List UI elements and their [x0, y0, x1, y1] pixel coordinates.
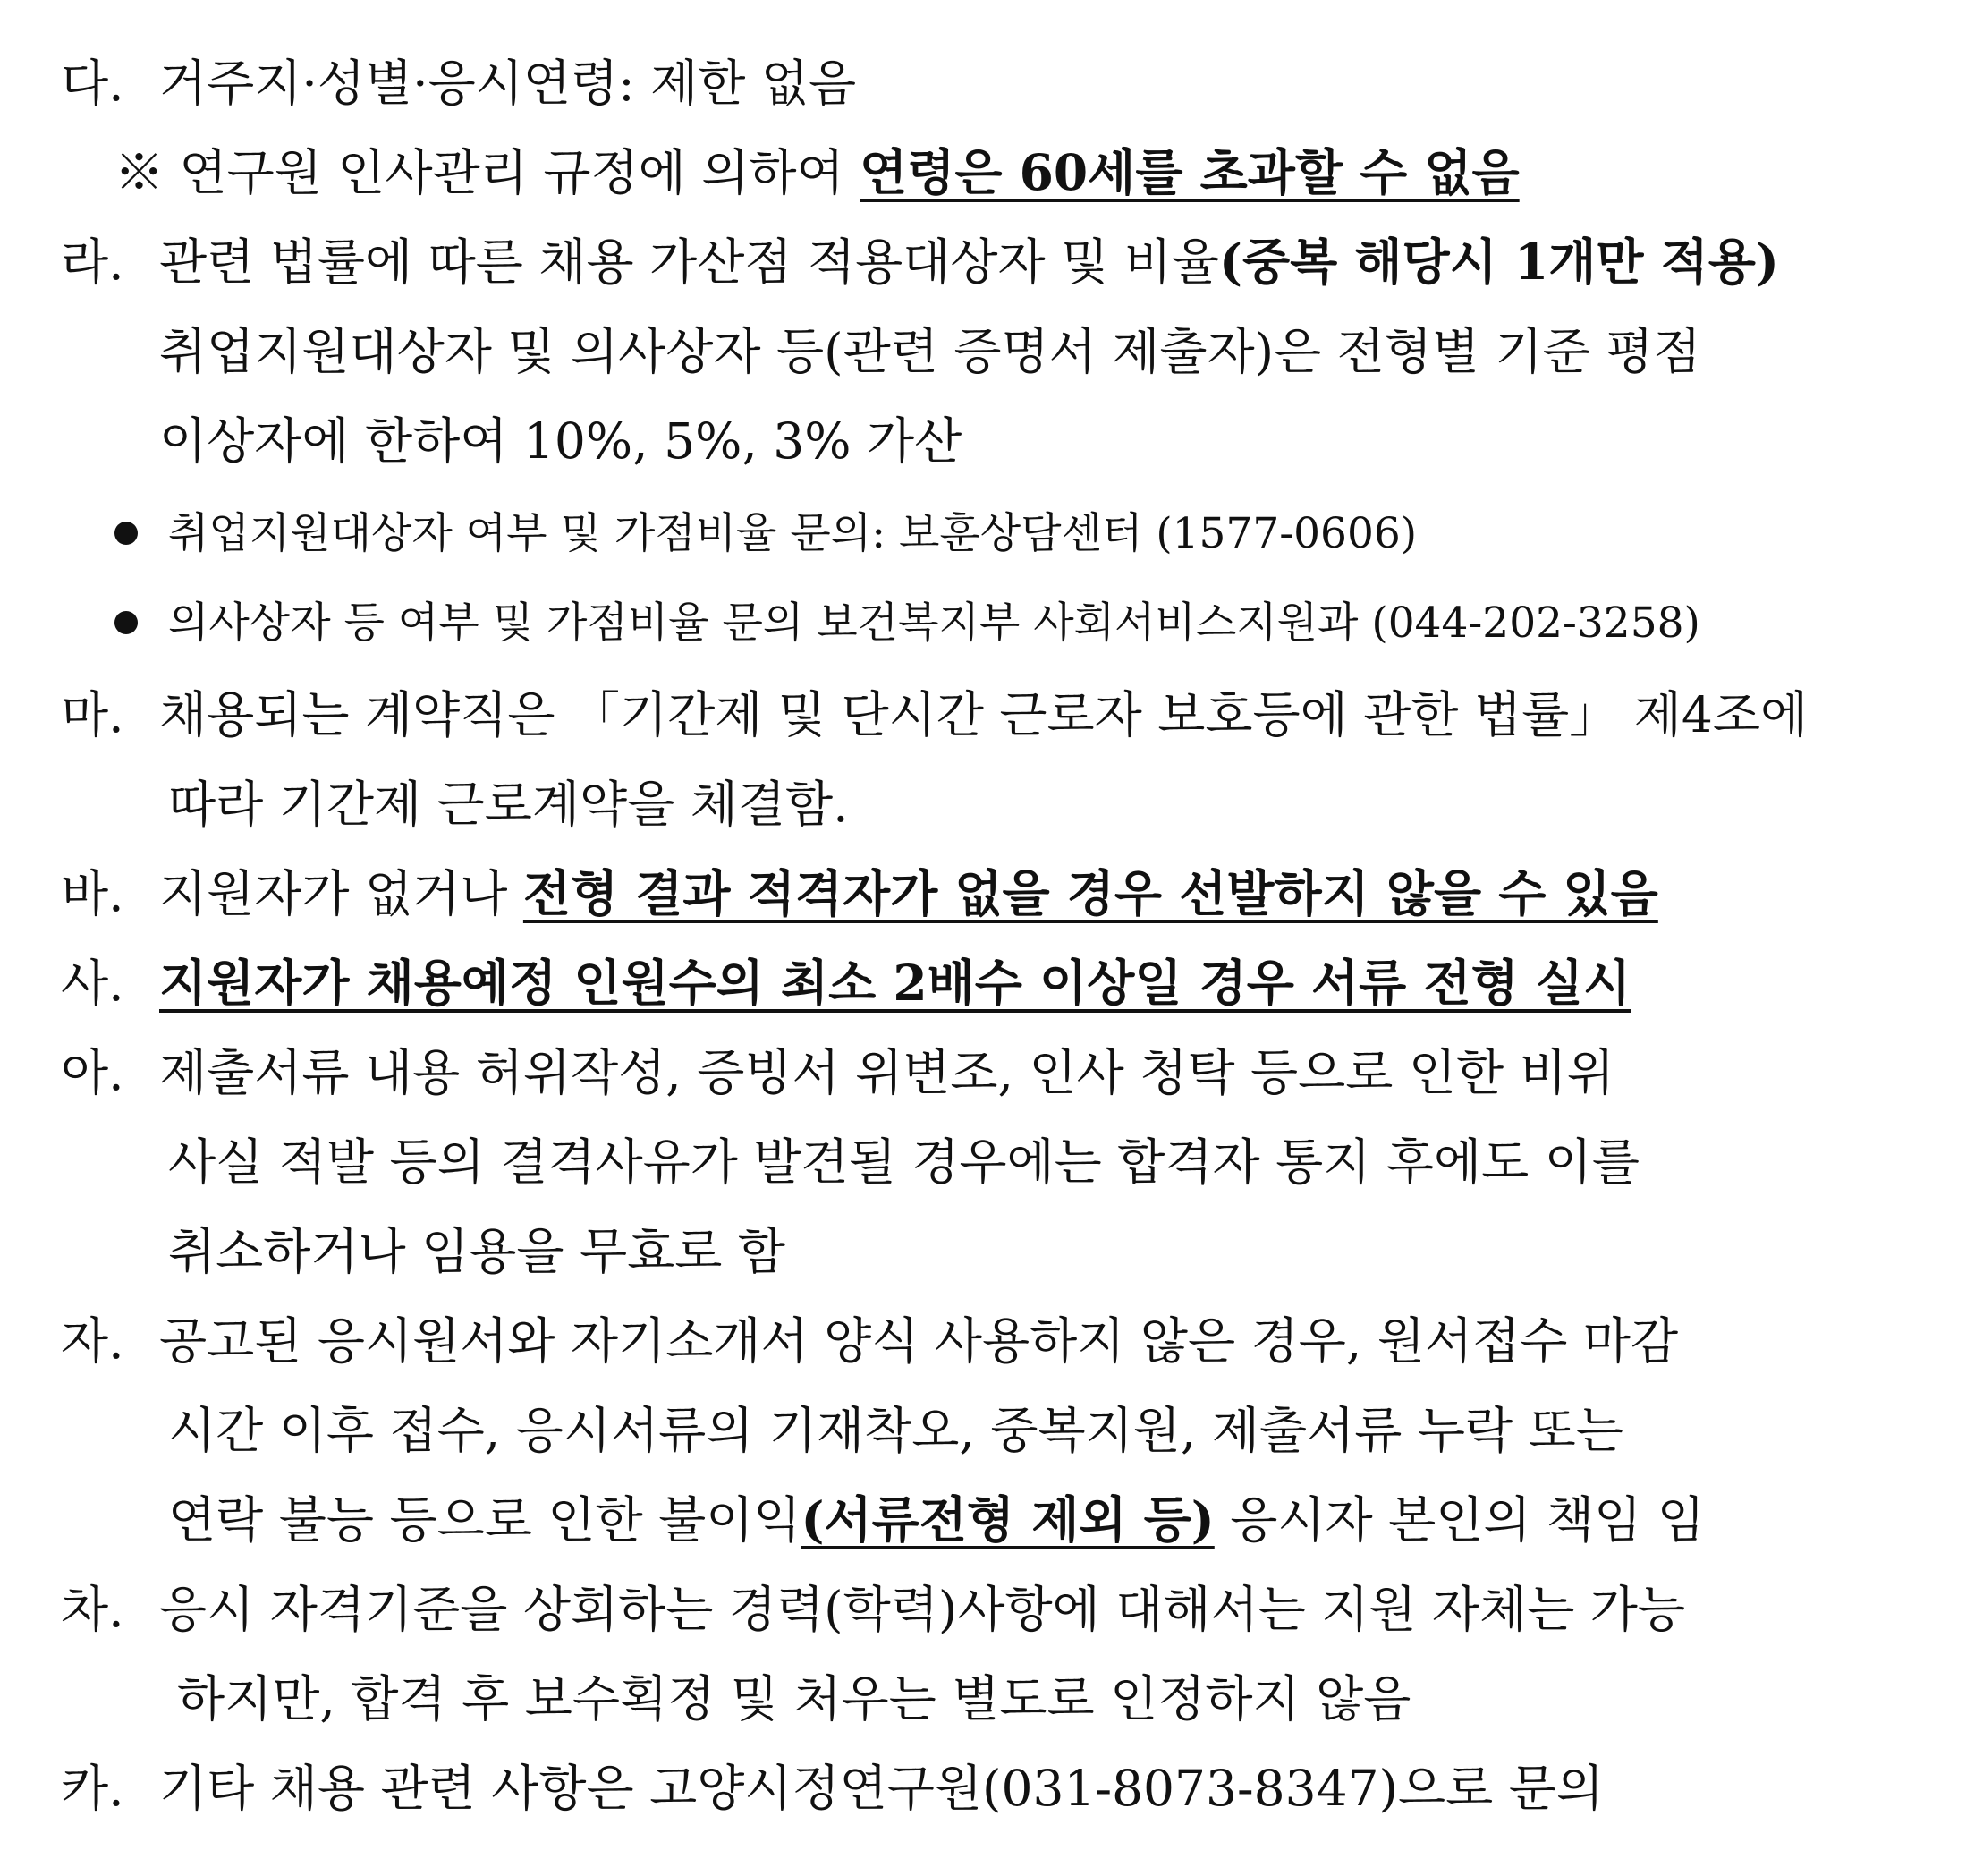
- bullet-item: [114, 503, 1417, 565]
- item-ra-line3: [159, 410, 962, 472]
- age-note: [114, 141, 1520, 204]
- item-a: [61, 1041, 1614, 1104]
- item-emphasis: 전형 결과 적격자가 없을 경우 선발하지 않을 수 있음: [522, 864, 1658, 922]
- item-mark: 마.: [61, 686, 124, 743]
- item-mark: 사.: [61, 955, 124, 1012]
- bullet-text: 취업지원대상자 여부 및 가점비율 문의: 보훈상담센터 (1577-0606): [168, 509, 1418, 558]
- item-mark: 아.: [61, 1044, 124, 1101]
- item-ka: [61, 1757, 1604, 1820]
- item-ma: [61, 683, 1808, 746]
- item-emphasis: (중복 해당시 1개만 적용): [1218, 233, 1779, 291]
- item-text: 응시자 본인의 책임 임: [1214, 1491, 1705, 1549]
- item-ra: [61, 231, 1779, 293]
- item-mark: 카.: [61, 1760, 124, 1817]
- item-text: 취소하거나 임용을 무효로 함: [168, 1223, 786, 1280]
- item-a-line3: [168, 1220, 785, 1283]
- item-text: 지원자가 없거나: [159, 865, 523, 922]
- item-emphasis: 지원자가 채용예정 인원수의 최소 2배수 이상일 경우 서류 전형 실시: [159, 954, 1631, 1012]
- item-sa: [61, 952, 1631, 1014]
- item-cha: [61, 1578, 1685, 1641]
- item-mark: 라.: [61, 233, 124, 291]
- item-text: 관련 법률에 따른 채용 가산점 적용대상자 및 비율: [159, 233, 1219, 291]
- item-ra-line2: [159, 320, 1701, 383]
- item-a-line2: [168, 1131, 1640, 1193]
- item-text: 시간 이후 접수, 응시서류의 기재착오, 중복지원, 제출서류 누락 또는: [168, 1402, 1623, 1459]
- item-text: 공고된 응시원서와 자기소개서 양식 사용하지 않은 경우, 원서접수 마감: [159, 1312, 1679, 1370]
- bullet-icon: [114, 522, 138, 545]
- item-text: 제출서류 내용 허위작성, 증빙서 위변조, 인사 청탁 등으로 인한 비위: [159, 1044, 1614, 1101]
- item-text: 취업지원대상자 및 의사상자 등(관련 증명서 제출자)은 전형별 기준 평점: [159, 323, 1701, 380]
- item-cha-line2: [177, 1668, 1411, 1730]
- bullet-icon: [114, 611, 138, 634]
- note-text: ※ 연구원 인사관리 규정에 의하여: [114, 144, 860, 201]
- item-text: 연락 불능 등으로 인한 불이익: [168, 1491, 801, 1549]
- item-ja: [61, 1310, 1678, 1372]
- item-mark: 자.: [61, 1312, 124, 1370]
- item-text: 하지만, 합격 후 보수획정 및 처우는 별도로 인정하지 않음: [177, 1670, 1411, 1727]
- bullet-text: 의사상자 등 여부 및 가점비율 문의 보건복지부 사회서비스지원과 (044-202-3258): [168, 598, 1700, 648]
- item-text: 기타 채용 관련 사항은 고양시정연구원(031-8073-8347)으로 문의: [159, 1760, 1605, 1817]
- item-mark: 바.: [61, 865, 124, 922]
- item-ja-line2: [168, 1399, 1623, 1462]
- item-text: 이상자에 한하여 10%, 5%, 3% 가산: [159, 412, 962, 470]
- item-mark: 다.: [61, 55, 124, 112]
- item-text: 채용되는 계약직은 「기간제 및 단시간 근로자 보호등에 관한 법률」 제4조에: [159, 686, 1809, 743]
- item-ja-line3: [168, 1489, 1705, 1551]
- item-text: 따라 기간제 근로계약을 체결함.: [168, 776, 849, 833]
- item-mark: 차.: [61, 1581, 124, 1638]
- item-text: 사실 적발 등의 결격사유가 발견될 경우에는 합격자 통지 후에도 이를: [168, 1133, 1640, 1191]
- item-ba: [61, 862, 1658, 925]
- item-text: 응시 자격기준을 상회하는 경력(학력)사항에 대해서는 지원 자체는 가능: [159, 1581, 1686, 1638]
- note-emphasis: 연령은 60세를 초과할 수 없음: [860, 143, 1520, 201]
- bullet-item: [114, 592, 1700, 655]
- item-da: [61, 52, 856, 115]
- item-text: 거주지·성별·응시연령: 제한 없음: [159, 55, 857, 112]
- item-emphasis: (서류전형 제외 등): [801, 1490, 1215, 1549]
- item-ma-line2: [168, 773, 849, 836]
